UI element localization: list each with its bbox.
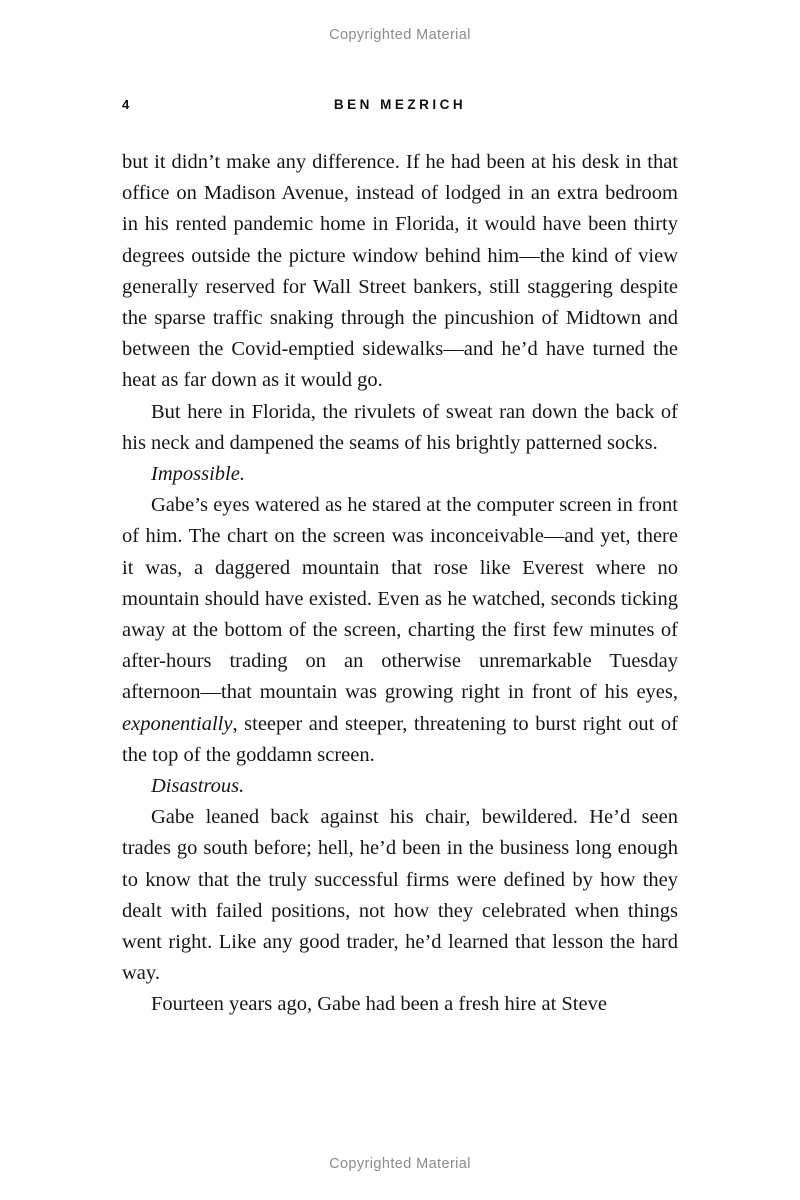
italic-text-run: Impossible. — [151, 463, 245, 486]
italic-text-run: exponentially — [122, 712, 233, 735]
running-header — [122, 97, 678, 117]
paragraph — [122, 989, 678, 1020]
italic-text-run: Disastrous. — [151, 775, 245, 798]
text-run: Gabe leaned back against his chair, bewildered. He’d seen trades go south before; hell, he’d been in the business long enough to know that the truly successful firms were defined by how they dealt with failed positions, not how they celebrated when things went right. Like any good trader, he’d learned that lesson the hard way. — [122, 806, 678, 985]
text-run: but it didn’t make any difference. If he had been at his desk in that office on Madison Avenue, instead of lodged in an extra bedroom in his rented pandemic home in Florida, it would have been thirty degrees outside the picture window behind him—the kind of view generally reserved for Wall Street bankers, still staggering despite the sparse traffic snaking through the pincushion of Midtown and between the Covid-emptied sidewalks—and he’d have turned the heat as far down as it would go. — [122, 151, 678, 392]
text-run: Fourteen years ago, Gabe had been a fresh hire at Steve — [151, 993, 607, 1016]
text-run: Gabe’s eyes watered as he stared at the computer screen in front of him. The chart on the screen was inconceivable—and yet, there it was, a daggered mountain that rose like Everest where no mountain should have existed. Even as he watched, seconds ticking away at the bottom of the screen, charting the first few minutes of after-hours trading on an otherwise unremarkable Tuesday afternoon—that mountain was growing right in front of his eyes, — [122, 494, 678, 704]
text-run: But here in Florida, the rivulets of sweat ran down the back of his neck and dampened the seams of his brightly patterned socks. — [122, 400, 678, 454]
paragraph — [122, 490, 678, 771]
paragraph — [122, 147, 678, 397]
body-text — [122, 147, 678, 1021]
paragraph — [122, 802, 678, 989]
copyright-notice-top: Copyrighted Material — [329, 27, 471, 43]
paragraph — [122, 771, 678, 802]
page-number: 4 — [122, 97, 130, 112]
paragraph — [122, 459, 678, 490]
copyright-notice-bottom: Copyrighted Material — [329, 1156, 471, 1172]
text-run: , steeper and steeper, threatening to burst right out of the top of the goddamn screen. — [122, 712, 678, 766]
running-title: BEN MEZRICH — [333, 97, 467, 112]
paragraph — [122, 397, 678, 459]
